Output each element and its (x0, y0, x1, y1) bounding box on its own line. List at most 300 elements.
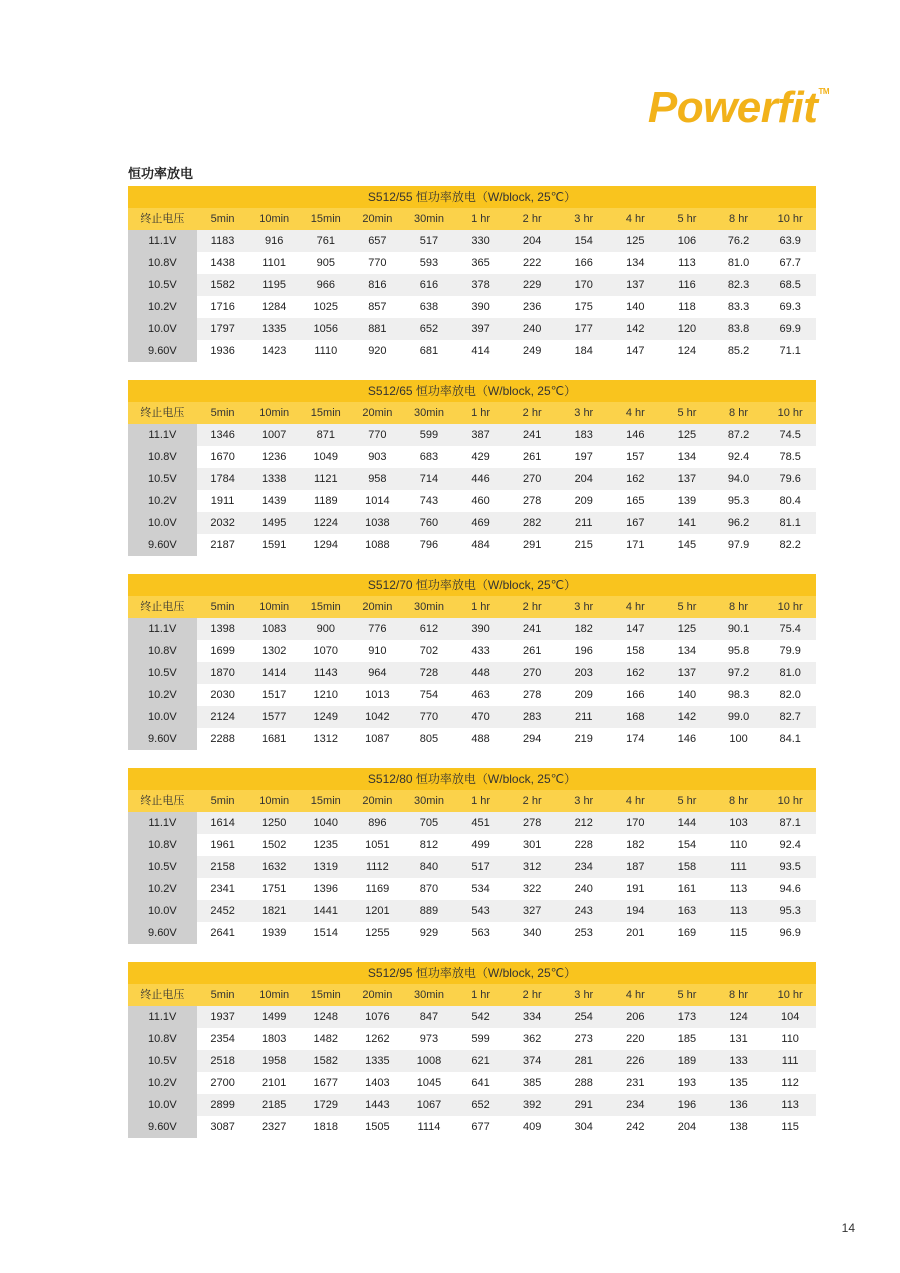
power-value-cell: 840 (403, 856, 455, 878)
column-header: 5 hr (661, 596, 713, 618)
power-value-cell: 484 (455, 534, 507, 556)
power-value-cell: 1302 (248, 640, 300, 662)
power-value-cell: 1961 (197, 834, 249, 856)
power-value-cell: 1255 (352, 922, 404, 944)
power-value-cell: 209 (558, 684, 610, 706)
table-row (128, 340, 816, 362)
power-value-cell: 226 (610, 1050, 662, 1072)
power-value-cell: 728 (403, 662, 455, 684)
table-row (128, 878, 816, 900)
column-header: 10 hr (764, 208, 816, 230)
power-value-cell: 104 (764, 1006, 816, 1028)
power-value-cell: 460 (455, 490, 507, 512)
power-value-cell: 429 (455, 446, 507, 468)
power-value-cell: 599 (403, 424, 455, 446)
power-value-cell: 1803 (248, 1028, 300, 1050)
power-value-cell: 1143 (300, 662, 352, 684)
power-value-cell: 1101 (248, 252, 300, 274)
power-value-cell: 910 (352, 640, 404, 662)
power-value-cell: 964 (352, 662, 404, 684)
column-header: 10 hr (764, 596, 816, 618)
power-value-cell: 488 (455, 728, 507, 750)
power-value-cell: 903 (352, 446, 404, 468)
power-value-cell: 234 (610, 1094, 662, 1116)
column-header: 8 hr (713, 984, 765, 1006)
power-value-cell: 776 (352, 618, 404, 640)
power-value-cell: 1911 (197, 490, 249, 512)
power-value-cell: 282 (506, 512, 558, 534)
power-value-cell: 760 (403, 512, 455, 534)
power-value-cell: 1751 (248, 878, 300, 900)
power-value-cell: 116 (661, 274, 713, 296)
power-value-cell: 543 (455, 900, 507, 922)
power-value-cell: 81.0 (713, 252, 765, 274)
column-header: 4 hr (610, 984, 662, 1006)
power-value-cell: 1818 (300, 1116, 352, 1138)
power-value-cell: 599 (455, 1028, 507, 1050)
table-row (128, 534, 816, 556)
power-value-cell: 1482 (300, 1028, 352, 1050)
cutoff-voltage-cell: 10.2V (128, 490, 197, 512)
power-discharge-table (128, 186, 816, 362)
column-header: 15min (300, 208, 352, 230)
column-header: 2 hr (506, 596, 558, 618)
table-title: S512/70 恒功率放电（W/block, 25℃） (128, 574, 816, 596)
power-value-cell: 612 (403, 618, 455, 640)
cutoff-voltage-cell: 10.2V (128, 1072, 197, 1094)
power-value-cell: 168 (610, 706, 662, 728)
power-value-cell: 141 (661, 512, 713, 534)
power-value-cell: 1248 (300, 1006, 352, 1028)
power-value-cell: 1224 (300, 512, 352, 534)
power-value-cell: 2288 (197, 728, 249, 750)
power-value-cell: 534 (455, 878, 507, 900)
power-value-cell: 147 (610, 340, 662, 362)
column-header: 1 hr (455, 984, 507, 1006)
power-value-cell: 136 (713, 1094, 765, 1116)
cutoff-voltage-cell: 11.1V (128, 618, 197, 640)
power-value-cell: 215 (558, 534, 610, 556)
power-value-cell: 1505 (352, 1116, 404, 1138)
cutoff-voltage-cell: 9.60V (128, 534, 197, 556)
power-value-cell: 112 (764, 1072, 816, 1094)
power-value-cell: 125 (661, 424, 713, 446)
power-value-cell: 796 (403, 534, 455, 556)
power-value-cell: 71.1 (764, 340, 816, 362)
power-value-cell: 770 (352, 252, 404, 274)
cutoff-voltage-cell: 9.60V (128, 340, 197, 362)
power-value-cell: 652 (403, 318, 455, 340)
power-value-cell: 201 (610, 922, 662, 944)
cutoff-voltage-cell: 10.5V (128, 662, 197, 684)
power-value-cell: 74.5 (764, 424, 816, 446)
power-value-cell: 79.9 (764, 640, 816, 662)
power-value-cell: 158 (610, 640, 662, 662)
power-value-cell: 133 (713, 1050, 765, 1072)
column-header: 1 hr (455, 402, 507, 424)
power-value-cell: 463 (455, 684, 507, 706)
power-value-cell: 95.3 (713, 490, 765, 512)
power-value-cell: 705 (403, 812, 455, 834)
power-value-cell: 75.4 (764, 618, 816, 640)
power-value-cell: 1502 (248, 834, 300, 856)
table-row (128, 618, 816, 640)
power-value-cell: 118 (661, 296, 713, 318)
column-header: 20min (352, 596, 404, 618)
power-value-cell: 1443 (352, 1094, 404, 1116)
power-value-cell: 146 (661, 728, 713, 750)
power-value-cell: 1294 (300, 534, 352, 556)
power-value-cell: 1632 (248, 856, 300, 878)
column-header: 8 hr (713, 208, 765, 230)
column-header: 20min (352, 790, 404, 812)
power-value-cell: 1083 (248, 618, 300, 640)
power-value-cell: 409 (506, 1116, 558, 1138)
power-value-cell: 1495 (248, 512, 300, 534)
power-value-cell: 499 (455, 834, 507, 856)
power-value-cell: 2700 (197, 1072, 249, 1094)
power-value-cell: 177 (558, 318, 610, 340)
column-header-cutoff-voltage: 终止电压 (128, 596, 197, 618)
power-value-cell: 96.9 (764, 922, 816, 944)
power-value-cell: 137 (610, 274, 662, 296)
power-value-cell: 1614 (197, 812, 249, 834)
power-value-cell: 240 (558, 878, 610, 900)
power-value-cell: 743 (403, 490, 455, 512)
power-discharge-table (128, 574, 816, 750)
column-header: 10min (248, 984, 300, 1006)
power-value-cell: 1169 (352, 878, 404, 900)
power-value-cell: 1070 (300, 640, 352, 662)
table-row (128, 446, 816, 468)
power-value-cell: 139 (661, 490, 713, 512)
table-row (128, 640, 816, 662)
power-value-cell: 240 (506, 318, 558, 340)
column-header: 4 hr (610, 208, 662, 230)
column-header: 1 hr (455, 790, 507, 812)
power-value-cell: 170 (558, 274, 610, 296)
power-value-cell: 1870 (197, 662, 249, 684)
table-row (128, 1072, 816, 1094)
column-header: 3 hr (558, 596, 610, 618)
power-value-cell: 392 (506, 1094, 558, 1116)
column-header: 20min (352, 402, 404, 424)
power-value-cell: 470 (455, 706, 507, 728)
power-value-cell: 111 (713, 856, 765, 878)
power-value-cell: 340 (506, 922, 558, 944)
cutoff-voltage-cell: 10.5V (128, 274, 197, 296)
power-value-cell: 1729 (300, 1094, 352, 1116)
power-value-cell: 448 (455, 662, 507, 684)
power-value-cell: 87.1 (764, 812, 816, 834)
power-value-cell: 94.0 (713, 468, 765, 490)
column-header: 5min (197, 790, 249, 812)
power-value-cell: 96.2 (713, 512, 765, 534)
powerfit-logo (647, 83, 829, 132)
power-value-cell: 2518 (197, 1050, 249, 1072)
cutoff-voltage-cell: 10.2V (128, 684, 197, 706)
column-header: 15min (300, 790, 352, 812)
power-value-cell: 1235 (300, 834, 352, 856)
power-value-cell: 137 (661, 662, 713, 684)
power-value-cell: 563 (455, 922, 507, 944)
table-title: S512/80 恒功率放电（W/block, 25℃） (128, 768, 816, 790)
column-header: 8 hr (713, 402, 765, 424)
power-value-cell: 103 (713, 812, 765, 834)
power-value-cell: 95.8 (713, 640, 765, 662)
power-value-cell: 593 (403, 252, 455, 274)
power-value-cell: 125 (610, 230, 662, 252)
column-header: 10 hr (764, 790, 816, 812)
power-value-cell: 83.3 (713, 296, 765, 318)
power-value-cell: 162 (610, 468, 662, 490)
power-value-cell: 1088 (352, 534, 404, 556)
table-row (128, 728, 816, 750)
power-value-cell: 206 (610, 1006, 662, 1028)
power-value-cell: 1423 (248, 340, 300, 362)
column-header: 8 hr (713, 790, 765, 812)
power-value-cell: 770 (403, 706, 455, 728)
power-value-cell: 1312 (300, 728, 352, 750)
cutoff-voltage-cell: 10.0V (128, 318, 197, 340)
power-value-cell: 220 (610, 1028, 662, 1050)
power-value-cell: 1210 (300, 684, 352, 706)
power-value-cell: 142 (661, 706, 713, 728)
cutoff-voltage-cell: 10.8V (128, 1028, 197, 1050)
column-header: 5 hr (661, 984, 713, 1006)
power-value-cell: 120 (661, 318, 713, 340)
power-value-cell: 283 (506, 706, 558, 728)
power-value-cell: 140 (610, 296, 662, 318)
column-header-cutoff-voltage: 终止电压 (128, 984, 197, 1006)
power-value-cell: 621 (455, 1050, 507, 1072)
column-header: 5 hr (661, 790, 713, 812)
power-value-cell: 1249 (300, 706, 352, 728)
power-value-cell: 261 (506, 640, 558, 662)
table-row (128, 274, 816, 296)
column-header: 3 hr (558, 790, 610, 812)
power-value-cell: 204 (506, 230, 558, 252)
column-header: 5min (197, 402, 249, 424)
power-value-cell: 1937 (197, 1006, 249, 1028)
power-value-cell: 390 (455, 618, 507, 640)
discharge-tables (128, 186, 816, 1156)
power-value-cell: 1398 (197, 618, 249, 640)
power-discharge-table (128, 768, 816, 944)
power-value-cell: 365 (455, 252, 507, 274)
power-value-cell: 163 (661, 900, 713, 922)
power-value-cell: 243 (558, 900, 610, 922)
column-header: 10min (248, 596, 300, 618)
power-value-cell: 79.6 (764, 468, 816, 490)
power-discharge-table (128, 380, 816, 556)
power-value-cell: 167 (610, 512, 662, 534)
power-value-cell: 616 (403, 274, 455, 296)
power-value-cell: 211 (558, 512, 610, 534)
column-header: 5min (197, 596, 249, 618)
cutoff-voltage-cell: 9.60V (128, 1116, 197, 1138)
power-value-cell: 641 (455, 1072, 507, 1094)
power-value-cell: 657 (352, 230, 404, 252)
power-value-cell: 1346 (197, 424, 249, 446)
column-header: 5 hr (661, 208, 713, 230)
column-header: 10 hr (764, 984, 816, 1006)
power-value-cell: 1582 (300, 1050, 352, 1072)
cutoff-voltage-cell: 10.8V (128, 640, 197, 662)
column-header: 30min (403, 402, 455, 424)
power-value-cell: 175 (558, 296, 610, 318)
power-value-cell: 1038 (352, 512, 404, 534)
power-value-cell: 2185 (248, 1094, 300, 1116)
power-value-cell: 433 (455, 640, 507, 662)
power-value-cell: 1591 (248, 534, 300, 556)
power-value-cell: 278 (506, 812, 558, 834)
power-value-cell: 115 (713, 922, 765, 944)
power-value-cell: 1049 (300, 446, 352, 468)
cutoff-voltage-cell: 10.5V (128, 856, 197, 878)
power-value-cell: 110 (764, 1028, 816, 1050)
power-value-cell: 900 (300, 618, 352, 640)
power-value-cell: 446 (455, 468, 507, 490)
cutoff-voltage-cell: 10.0V (128, 706, 197, 728)
table-row (128, 1050, 816, 1072)
column-header: 1 hr (455, 208, 507, 230)
trademark-mark: TM (818, 87, 829, 96)
power-value-cell: 2101 (248, 1072, 300, 1094)
power-value-cell: 76.2 (713, 230, 765, 252)
power-value-cell: 2030 (197, 684, 249, 706)
power-value-cell: 385 (506, 1072, 558, 1094)
power-value-cell: 1284 (248, 296, 300, 318)
table-row (128, 318, 816, 340)
table-title: S512/95 恒功率放电（W/block, 25℃） (128, 962, 816, 984)
power-value-cell: 204 (661, 1116, 713, 1138)
power-value-cell: 113 (661, 252, 713, 274)
power-value-cell: 2354 (197, 1028, 249, 1050)
column-header: 1 hr (455, 596, 507, 618)
power-value-cell: 249 (506, 340, 558, 362)
power-value-cell: 196 (661, 1094, 713, 1116)
power-value-cell: 158 (661, 856, 713, 878)
column-header: 4 hr (610, 790, 662, 812)
power-value-cell: 278 (506, 684, 558, 706)
column-header: 2 hr (506, 790, 558, 812)
power-value-cell: 451 (455, 812, 507, 834)
power-value-cell: 147 (610, 618, 662, 640)
power-value-cell: 273 (558, 1028, 610, 1050)
power-value-cell: 1396 (300, 878, 352, 900)
power-value-cell: 312 (506, 856, 558, 878)
power-value-cell: 124 (713, 1006, 765, 1028)
column-header: 3 hr (558, 984, 610, 1006)
power-value-cell: 209 (558, 490, 610, 512)
power-value-cell: 378 (455, 274, 507, 296)
power-value-cell: 1262 (352, 1028, 404, 1050)
power-value-cell: 81.1 (764, 512, 816, 534)
power-value-cell: 87.2 (713, 424, 765, 446)
power-value-cell: 2327 (248, 1116, 300, 1138)
power-value-cell: 677 (455, 1116, 507, 1138)
table-row (128, 834, 816, 856)
power-value-cell: 390 (455, 296, 507, 318)
power-value-cell: 1121 (300, 468, 352, 490)
power-value-cell: 2158 (197, 856, 249, 878)
power-value-cell: 191 (610, 878, 662, 900)
power-value-cell: 754 (403, 684, 455, 706)
power-value-cell: 304 (558, 1116, 610, 1138)
power-value-cell: 920 (352, 340, 404, 362)
power-value-cell: 99.0 (713, 706, 765, 728)
table-row (128, 490, 816, 512)
cutoff-voltage-cell: 10.0V (128, 1094, 197, 1116)
power-value-cell: 1114 (403, 1116, 455, 1138)
power-value-cell: 194 (610, 900, 662, 922)
power-value-cell: 334 (506, 1006, 558, 1028)
power-value-cell: 816 (352, 274, 404, 296)
power-value-cell: 241 (506, 424, 558, 446)
power-value-cell: 857 (352, 296, 404, 318)
table-row (128, 252, 816, 274)
power-value-cell: 1784 (197, 468, 249, 490)
column-header-cutoff-voltage: 终止电压 (128, 790, 197, 812)
cutoff-voltage-cell: 10.5V (128, 1050, 197, 1072)
power-value-cell: 397 (455, 318, 507, 340)
table-row (128, 900, 816, 922)
power-value-cell: 100 (713, 728, 765, 750)
power-value-cell: 185 (661, 1028, 713, 1050)
power-value-cell: 98.3 (713, 684, 765, 706)
power-value-cell: 1067 (403, 1094, 455, 1116)
power-value-cell: 291 (506, 534, 558, 556)
power-value-cell: 196 (558, 640, 610, 662)
table-row (128, 812, 816, 834)
power-value-cell: 254 (558, 1006, 610, 1028)
power-value-cell: 97.2 (713, 662, 765, 684)
table-row (128, 1028, 816, 1050)
power-value-cell: 161 (661, 878, 713, 900)
power-value-cell: 170 (610, 812, 662, 834)
column-header: 5 hr (661, 402, 713, 424)
column-header: 30min (403, 984, 455, 1006)
column-header: 10min (248, 790, 300, 812)
column-header: 15min (300, 596, 352, 618)
cutoff-voltage-cell: 9.60V (128, 922, 197, 944)
power-value-cell: 294 (506, 728, 558, 750)
power-value-cell: 1076 (352, 1006, 404, 1028)
cutoff-voltage-cell: 10.2V (128, 296, 197, 318)
column-header: 20min (352, 208, 404, 230)
power-value-cell: 1014 (352, 490, 404, 512)
column-header: 5min (197, 208, 249, 230)
power-value-cell: 322 (506, 878, 558, 900)
power-value-cell: 204 (558, 468, 610, 490)
power-value-cell: 881 (352, 318, 404, 340)
power-value-cell: 683 (403, 446, 455, 468)
power-value-cell: 1582 (197, 274, 249, 296)
power-value-cell: 2341 (197, 878, 249, 900)
cutoff-voltage-cell: 10.8V (128, 834, 197, 856)
power-value-cell: 137 (661, 468, 713, 490)
power-value-cell: 68.5 (764, 274, 816, 296)
page-number: 14 (841, 1221, 855, 1235)
power-value-cell: 182 (610, 834, 662, 856)
power-value-cell: 69.3 (764, 296, 816, 318)
power-value-cell: 241 (506, 618, 558, 640)
power-value-cell: 387 (455, 424, 507, 446)
power-value-cell: 1025 (300, 296, 352, 318)
power-value-cell: 211 (558, 706, 610, 728)
column-header: 8 hr (713, 596, 765, 618)
